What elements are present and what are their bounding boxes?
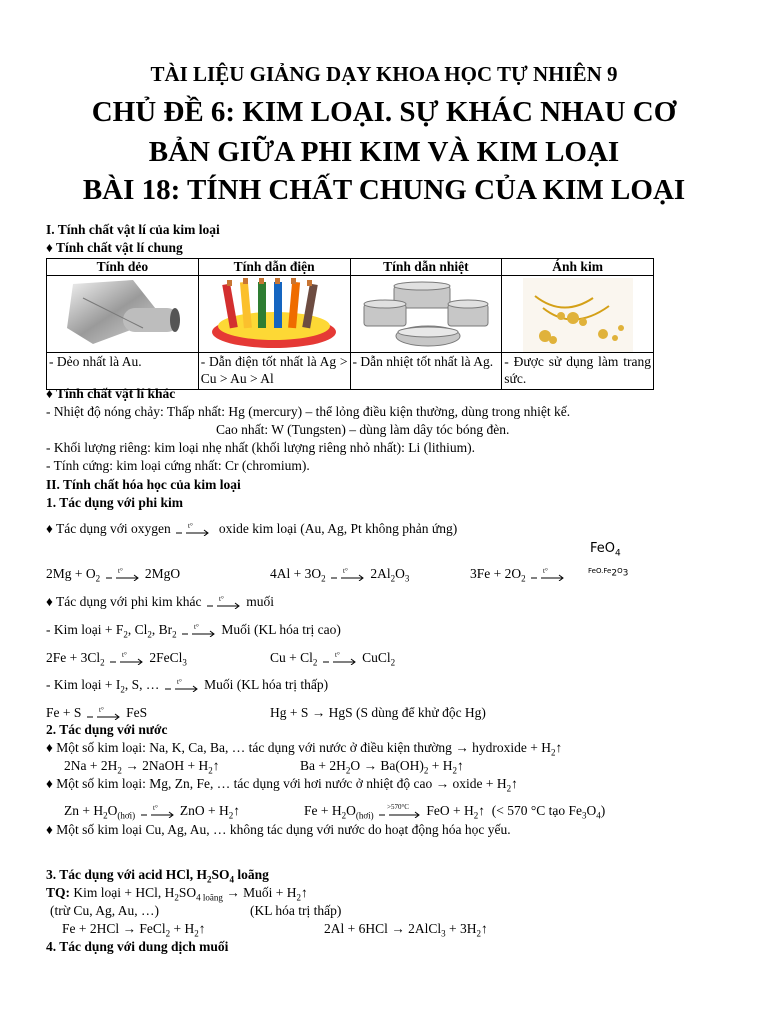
svg-text:t°: t° [218, 594, 224, 603]
gold-jewelry-icon [523, 278, 633, 352]
cooking-pots-icon [358, 278, 494, 352]
acid-general-line: TQ: Kim loại + HCl, $H_2SO_{4 loãng}$ → Muối + $H_2↑$ [46, 885, 308, 903]
svg-text:t°: t° [334, 650, 340, 659]
foil-image-cell [47, 276, 199, 353]
acid-note-exceptions: (trừ Cu, Ag, Au, …) [50, 903, 159, 918]
equation-al-hcl: 2Al + 6HCl → 2AlCl$_3$ + $3H_2↑$ [324, 921, 488, 939]
other-props-heading: ♦ Tính chất vật lí khác [46, 386, 176, 401]
svg-text:t°: t° [122, 650, 127, 659]
equation-fe-cl2: $2Fe + 3Cl_2$ t° 2FeCl$_3$ [46, 650, 187, 668]
heat-arrow [329, 566, 367, 581]
section2-title: II. Tính chất hóa học của kim loại [46, 477, 241, 492]
density-line: - Khối lượng riêng: kim loại nhẹ nhất (khối lượng riêng nhỏ nhất): Li (lithium). [46, 440, 475, 455]
heat-arrow [180, 622, 218, 637]
melting-point-line2: Cao nhất: W (Tungsten) – dùng làm dây tóc bóng đèn. [216, 422, 510, 437]
electric-wires-icon [208, 278, 340, 350]
topic-title-line1: CHỦ ĐỀ 6: KIM LOẠI. SỰ KHÁC NHAU CƠ [91, 96, 677, 128]
equation-zn-steam: $Zn + H_2O_{(hơi)}$ t° ZnO + $H_2↑$ [64, 803, 240, 821]
heat-arrow [104, 566, 142, 581]
oxygen-reaction-line: ♦ Tác dụng với oxygen t° oxide kim loại (Au, Ag, Pt không phản ứng) [46, 521, 458, 536]
other-nonmetal-line: ♦ Tác dụng với phi kim khác t° muối [46, 594, 275, 609]
lesson-title: BÀI 18: TÍNH CHẤT CHUNG CỦA KIM LOẠI [82, 174, 686, 206]
foil-roll-icon [63, 278, 181, 350]
thermal-text: - Dẫn nhiệt tốt nhất là Ag. [350, 353, 502, 390]
subsection-water: 2. Tác dụng với nước [46, 722, 168, 737]
svg-text:t°: t° [176, 677, 182, 686]
topic-title-line2: BẢN GIỮA PHI KIM VÀ KIM LOẠI [148, 136, 620, 168]
acid-note-valence: (KL hóa trị thấp) [250, 903, 342, 918]
water-room-temp-line: ♦ Một số kim loại: Na, K, Ca, Ba, … tác dụng với nước ở điều kiện thường → hydroxide + $H_2↑$ [46, 740, 563, 758]
svg-text:t°: t° [152, 803, 158, 812]
svg-text:t°: t° [98, 705, 104, 714]
heat-arrow [174, 521, 212, 536]
heat-arrow [108, 650, 146, 665]
heat-arrow [205, 594, 243, 609]
iodine-line: - Kim loại + $I_2$, S, … t° Muối (KL hóa trị thấp) [46, 677, 329, 695]
equation-fe-o2: $3Fe + 2O_2$ t° [470, 566, 567, 582]
hardness-line: - Tính cứng: kim loại cứng nhất: Cr (chromium). [46, 458, 310, 473]
table-header-luster: Ánh kim [502, 259, 654, 276]
jewelry-image-cell [502, 276, 654, 353]
physical-properties-table [46, 258, 654, 390]
melting-point-line1: - Nhiệt độ nóng chảy: Thấp nhất: Hg (mercury) – thể lỏng điều kiện thường, dùng trong nhiệt kế. [46, 404, 571, 419]
table-header-malleability: Tính dẻo [47, 259, 199, 276]
halogen-line: - Kim loại + $F_2$, $Cl_2$, $Br_2$ t° Muối (KL hóa trị cao) [46, 622, 341, 640]
malleability-text: - Dẻo nhất là Au. [47, 353, 199, 390]
svg-text:t°: t° [343, 566, 348, 575]
conductivity-text: - Dẫn điện tốt nhất là Ag > Cu > Au > Al [198, 353, 350, 390]
equation-fe-hcl: Fe + 2HCl → FeCl$_2$ + $H_2↑$ [62, 921, 206, 939]
equation-cu-cl2: $Cu + Cl_2$ t° CuCl$_2$ [270, 650, 396, 668]
heat-arrow-570 [377, 803, 423, 818]
equation-na-water: $2Na + 2H_2$ → 2NaOH + $H_2↑$ [64, 758, 220, 776]
subsection-acid: 3. Tác dụng với acid HCl, $H_2SO_4$ loãng [46, 867, 269, 885]
equation-ba-water: $Ba + 2H_2O \to Ba(OH)_2$ + $H_2↑$ [300, 758, 464, 776]
section1-title: I. Tính chất vật lí của kim loại [46, 222, 220, 237]
equation-hg-s: Hg + S → HgS (S dùng để khử độc Hg) [270, 705, 486, 720]
heat-arrow [139, 803, 177, 818]
equation-fe-steam: $Fe + H_2O_{(hơi)}$ >570°C FeO + $H_2↑$ (< 570 °C tạo $Fe_3O_4$) [304, 803, 606, 821]
subsection-salt: 4. Tác dụng với dung dịch muối [46, 939, 229, 954]
table-header-thermal: Tính dẫn nhiệt [350, 259, 502, 276]
common-props-heading: ♦ Tính chất vật lí chung [46, 240, 183, 255]
svg-text:t°: t° [543, 566, 548, 575]
luster-text: - Được sử dụng làm trang sức. [502, 353, 654, 390]
equation-al-o2: $4Al + 3O_2$ t° $2Al_2O_3$ [270, 566, 410, 584]
pots-image-cell [350, 276, 502, 353]
heat-arrow [321, 650, 359, 665]
svg-text:t°: t° [117, 566, 123, 575]
svg-text:>570°C: >570°C [387, 803, 409, 811]
feo-product-label: FeO$_4$ [590, 541, 621, 559]
water-inert-line: ♦ Một số kim loại Cu, Ag, Au, … không tác dụng với nước do hoạt động hóa học yếu. [46, 822, 511, 837]
feo-fe2o3-label: $FeO.Fe_2O_3$ [588, 567, 629, 579]
water-high-temp-line: ♦ Một số kim loại: Mg, Zn, Fe, … tác dụng với hơi nước ở nhiệt độ cao → oxide + $H_2↑$ [46, 776, 518, 794]
subsection-nonmetal: 1. Tác dụng với phi kim [46, 495, 184, 510]
equation-fe-s: Fe + S t° FeS [46, 705, 148, 720]
heat-arrow [529, 566, 567, 581]
doc-series-title: TÀI LIỆU GIẢNG DẠY KHOA HỌC TỰ NHIÊN 9 [150, 62, 618, 86]
svg-text:t°: t° [188, 521, 193, 530]
equation-mg-o2: $2Mg + O_2$ t° 2MgO [46, 566, 181, 584]
heat-arrow [163, 677, 201, 692]
wires-image-cell [198, 276, 350, 353]
svg-text:t°: t° [194, 622, 199, 631]
table-header-electrical: Tính dẫn điện [198, 259, 350, 276]
heat-arrow [85, 705, 123, 720]
